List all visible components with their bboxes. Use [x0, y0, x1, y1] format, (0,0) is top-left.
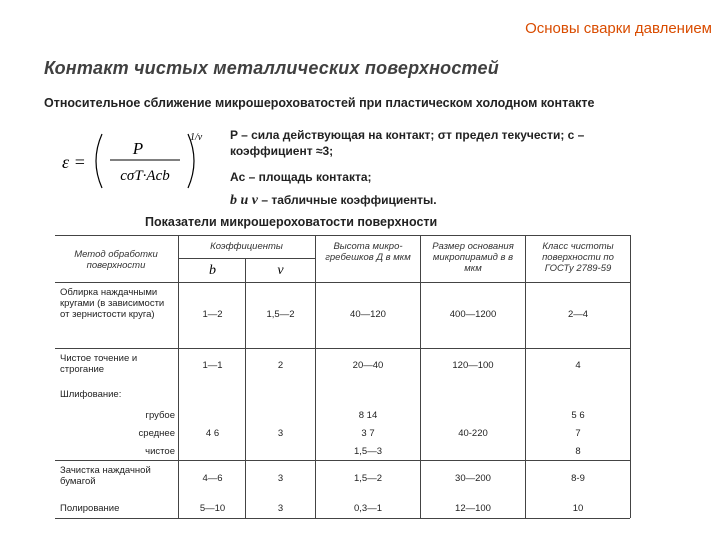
row-b: 4 6 — [205, 428, 220, 439]
row-class: 4 — [575, 360, 581, 371]
row-base: 30—200 — [455, 473, 491, 484]
row-class: 7 — [575, 428, 581, 439]
desc-line-4-text: – табличные коэффициенты. — [258, 193, 437, 207]
formula — [60, 126, 210, 196]
row-height: 1,5—3 — [354, 446, 382, 457]
row-base: 400—1200 — [449, 309, 497, 320]
col-divider-6 — [630, 235, 631, 518]
row-height: 0,3—1 — [354, 503, 382, 514]
formula-numerator: P — [132, 139, 144, 158]
table-bottom-border — [55, 518, 630, 519]
row-divider-2 — [55, 460, 630, 461]
row-class: 8 — [575, 446, 581, 457]
row-base: 120—100 — [452, 360, 494, 371]
coeffs-divider — [178, 258, 315, 259]
row-height: 8 14 — [358, 410, 378, 421]
formula-denominator: cσT·Acb — [120, 168, 170, 184]
row-method: чистое — [145, 446, 175, 457]
row-method: среднее — [138, 428, 175, 439]
formula-lhs: ε = — [62, 152, 86, 172]
table-header-bottom-border — [55, 282, 630, 283]
row-class: 2—4 — [567, 309, 589, 320]
row-base: 12—100 — [455, 503, 491, 514]
row-nu: 3 — [277, 503, 284, 514]
row-method: Шлифование: — [60, 389, 122, 400]
row-b: 1—1 — [202, 360, 223, 371]
desc-line-2: коэффициент ≈3; — [230, 144, 334, 158]
col-divider-1 — [178, 235, 179, 518]
desc-line-3: Ac – площадь контакта; — [230, 170, 372, 184]
row-b: 1—2 — [202, 309, 223, 320]
desc-line-4 — [230, 193, 437, 209]
slide-header: Основы сварки давлением — [525, 20, 712, 37]
row-nu: 3 — [277, 428, 284, 439]
table-title: Показатели микрошероховатости поверхности — [145, 215, 438, 229]
slide-subtitle: Относительное сближение микрошероховатостей при пластическом холодном контакте — [44, 96, 595, 110]
row-method: грубое — [145, 410, 175, 421]
row-height: 20—40 — [352, 360, 384, 371]
row-method: Облирка наждачными кругами (в зависимости от зернистости круга) — [60, 287, 165, 320]
header-coeffs: Коэффициенты — [210, 241, 283, 252]
row-method: Зачистка наждачной бумагой — [60, 465, 151, 487]
row-nu: 3 — [277, 473, 284, 484]
row-base: 40-220 — [458, 428, 488, 439]
row-height: 3 7 — [361, 428, 375, 439]
row-nu: 2 — [277, 360, 284, 371]
header-class: Класс чистоты поверхности по ГОСТу 2789-59 — [542, 241, 614, 274]
row-class: 10 — [572, 503, 584, 514]
row-height: 1,5—2 — [354, 473, 382, 484]
formula-exponent: 1/ν — [190, 132, 203, 143]
row-height: 40—120 — [350, 309, 386, 320]
header-b: b — [209, 263, 216, 278]
header-base: Размер основания микропирамид в в мкм — [432, 241, 514, 274]
desc-line-1: P – сила действующая на контакт; σт предел текучести; с – — [230, 128, 585, 142]
slide-title: Контакт чистых металлических поверхностей — [44, 58, 499, 78]
row-b: 5—10 — [199, 503, 226, 514]
formula-left-paren — [96, 134, 102, 188]
desc-line-4-symbols: b и ν — [230, 193, 258, 208]
header-height: Высота микро-гребешков Д в мкм — [325, 241, 411, 263]
row-method: Полирование — [60, 503, 120, 514]
row-divider-1 — [55, 348, 630, 349]
row-class: 5 6 — [571, 410, 585, 421]
table-top-border — [55, 235, 630, 236]
row-method: Чистое точение и строгание — [60, 353, 138, 375]
row-b: 4—6 — [202, 473, 223, 484]
row-nu: 1,5—2 — [266, 309, 295, 320]
row-class: 8-9 — [571, 473, 585, 484]
header-nu: ν — [277, 263, 284, 278]
header-method: Метод обработки поверхности — [74, 249, 158, 271]
